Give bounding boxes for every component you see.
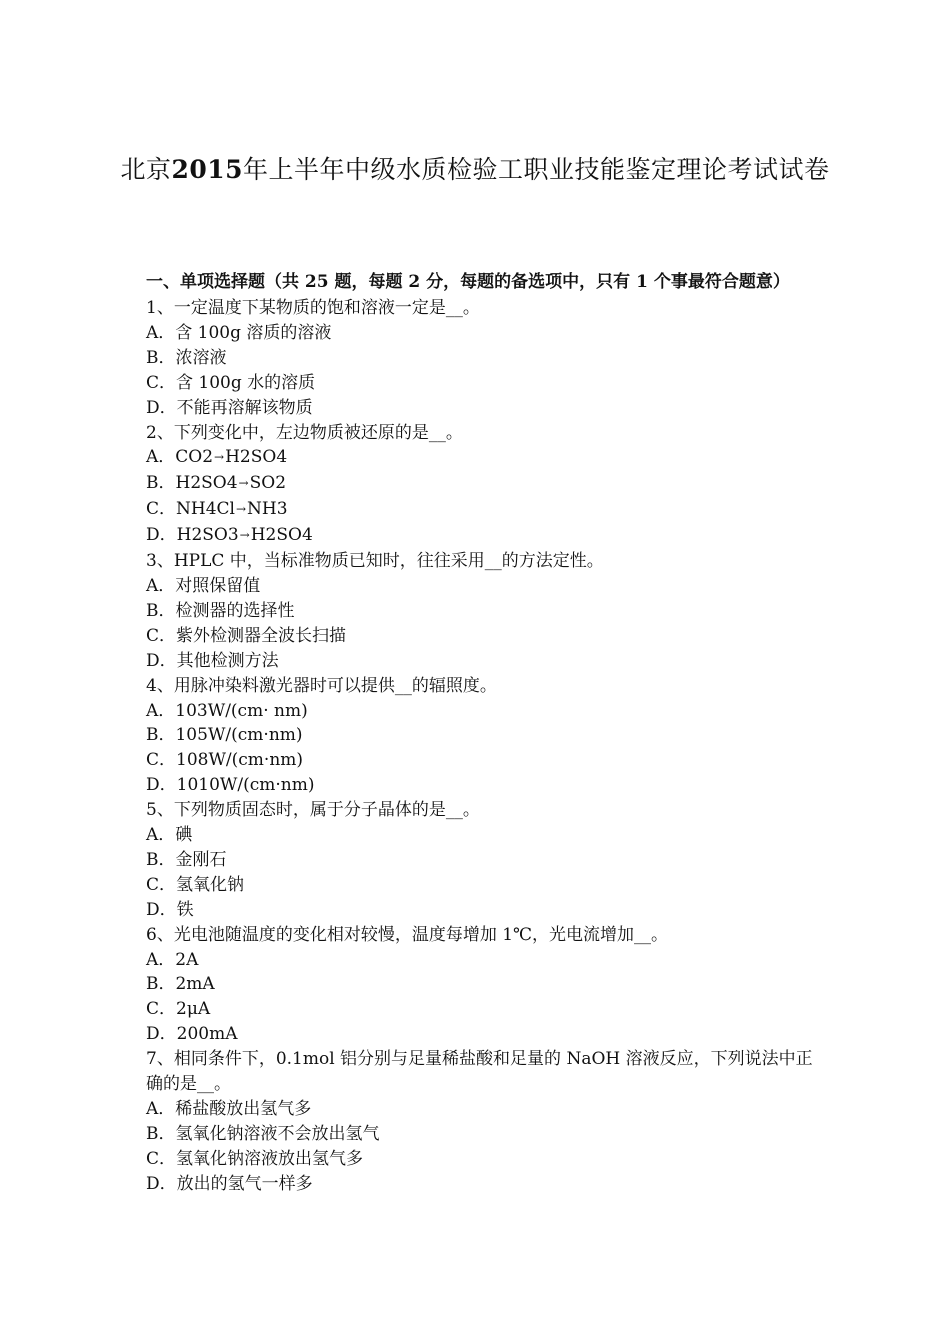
title-year: 2015 <box>171 155 244 184</box>
question-option: D．200mA <box>146 1024 238 1045</box>
question-stem: 5、下列物质固态时，属于分子晶体的是__。 <box>146 800 480 821</box>
arrow-icon: → <box>214 450 225 465</box>
question-option: B．氢氧化钠溶液不会放出氢气 <box>146 1123 380 1144</box>
arrow-icon: → <box>238 476 249 491</box>
question-option: B．金刚石 <box>146 849 227 870</box>
question-option: C．含 100g 水的溶质 <box>146 372 316 393</box>
question-option: D．铁 <box>146 899 194 920</box>
question-option <box>146 445 816 471</box>
question-option <box>146 497 816 523</box>
option-reactant: A．CO2 <box>146 447 214 468</box>
question-option: B．105W/(cm·nm) <box>146 725 303 746</box>
question-option: A．2A <box>146 949 199 970</box>
question-option: D．其他检测方法 <box>146 650 279 671</box>
question-option: B．2mA <box>146 974 215 995</box>
question-stem: 7、相同条件下，0.1mol 铝分别与足量稀盐酸和足量的 NaOH 溶液反应，下列说法中正确的是__。 <box>146 1049 813 1095</box>
question-option: C．紫外检测器全波长扫描 <box>146 625 347 646</box>
question-option: A．103W/(cm· nm) <box>146 700 308 721</box>
question-option: D．放出的氢气一样多 <box>146 1173 313 1194</box>
document-body <box>146 270 816 1197</box>
option-product: NH3 <box>247 499 288 520</box>
document-title <box>120 143 830 197</box>
question-option: D．不能再溶解该物质 <box>146 397 313 418</box>
question-option: A．稀盐酸放出氢气多 <box>146 1099 312 1119</box>
question-option: B．检测器的选择性 <box>146 600 295 621</box>
option-product: H2SO4 <box>225 447 288 468</box>
question-stem: 4、用脉冲染料激光器时可以提供__的辐照度。 <box>146 675 497 696</box>
question-option: D．1010W/(cm·nm) <box>146 775 315 796</box>
question-stem: 6、光电池随温度的变化相对较慢，温度每增加 1℃，光电流增加__。 <box>146 924 669 945</box>
question-option: A．含 100g 溶质的溶液 <box>146 322 332 343</box>
question-option: B．浓溶液 <box>146 347 227 368</box>
option-reactant: B．H2SO4 <box>146 473 238 494</box>
option-reactant: D．H2SO3 <box>146 525 239 546</box>
question-stem: 1、一定温度下某物质的饱和溶液一定是__。 <box>146 298 480 318</box>
question-option: C．氢氧化钠溶液放出氢气多 <box>146 1148 364 1169</box>
question-option <box>146 523 816 549</box>
question-option: A．碘 <box>146 825 193 846</box>
option-product: H2SO4 <box>250 525 313 546</box>
title-part-2: 年上半年中级水质检验工职业技能鉴定理论考试试卷 <box>243 155 830 184</box>
question-option: A．对照保留值 <box>146 575 261 596</box>
title-part-1: 北京 <box>120 155 172 184</box>
option-reactant: C．NH4Cl <box>146 499 235 520</box>
question-option: C．108W/(cm·nm) <box>146 750 304 771</box>
question-stem: 3、HPLC 中，当标准物质已知时，往往采用__的方法定性。 <box>146 551 604 572</box>
section-heading: 一、单项选择题（共 25 题，每题 2 分，每题的备选项中，只有 1 个事最符合题意） <box>146 272 790 292</box>
question-option: C．2μA <box>146 999 211 1020</box>
question-option: C．氢氧化钠 <box>146 874 245 895</box>
arrow-icon: → <box>239 528 250 543</box>
question-stem: 2、下列变化中，左边物质被还原的是__。 <box>146 422 463 443</box>
arrow-icon: → <box>235 502 247 517</box>
question-option <box>146 471 816 497</box>
option-product: SO2 <box>249 473 287 494</box>
